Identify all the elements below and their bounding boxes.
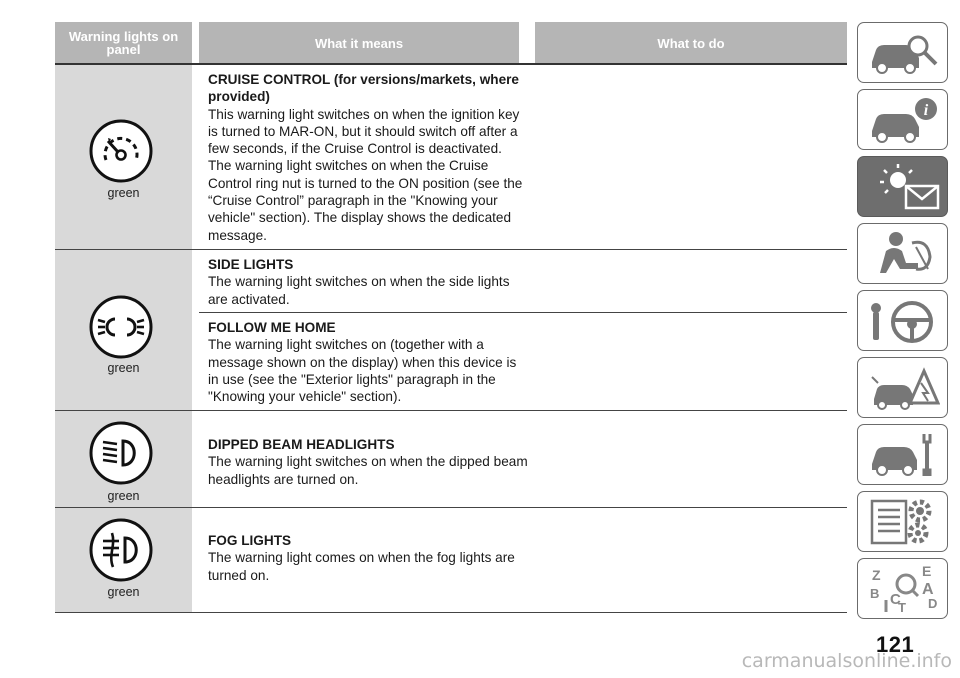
- description-cell: [208, 532, 528, 584]
- index-letter: A: [922, 581, 934, 598]
- tab-warning-lights[interactable]: [857, 156, 948, 217]
- table-header: [55, 22, 847, 64]
- technical-data-gears-icon: [868, 497, 940, 547]
- warning-light-envelope-icon: [868, 162, 940, 212]
- entry-title: FOLLOW ME HOME: [208, 320, 336, 335]
- fog-lights-icon: [88, 517, 154, 583]
- entry-title: DIPPED BEAM HEADLIGHTS: [208, 437, 395, 452]
- entry-text: This warning light switches on when the ignition key is turned to MAR-ON, but it should switch off after a few seconds, if the Cruise Control is deactivated. The warning light switches on when the Cruise Control ring nut is turned to the ON position (see the “Cruise Control” paragraph in the "Knowing your vehicle" section). The display shows the dedicated message.: [208, 106, 523, 243]
- row-divider: [55, 249, 847, 250]
- car-crash-warning-icon: [868, 363, 940, 413]
- header-warning-lights: Warning lights on panel: [55, 22, 192, 64]
- light-color-label: green: [107, 489, 140, 503]
- car-service-tools-icon: [868, 430, 940, 480]
- page-number: 121: [876, 632, 915, 657]
- light-color-label: green: [107, 186, 140, 200]
- index-letter: T: [898, 600, 906, 614]
- airbag-passenger-icon: [868, 229, 940, 279]
- header-what-it-means: What it means: [199, 22, 519, 64]
- index-letter: D: [928, 596, 938, 611]
- tab-safety[interactable]: [857, 223, 948, 284]
- tab-car-info[interactable]: [857, 89, 948, 150]
- entry-title: SIDE LIGHTS: [208, 257, 294, 272]
- entry-title: CRUISE CONTROL (for versions/markets, where provided): [208, 72, 519, 105]
- index-letter: Z: [872, 567, 881, 583]
- cruise-control-icon: [88, 118, 154, 184]
- entry-text: The warning light comes on when the fog lights are turned on.: [208, 550, 515, 583]
- watermark: carmanualsonline.info: [741, 650, 952, 672]
- light-color-label: green: [107, 585, 140, 599]
- side-lights-icon: [88, 294, 154, 360]
- entry-text: The warning light switches on when the side lights are activated.: [208, 274, 510, 307]
- key-steering-wheel-icon: [868, 296, 940, 346]
- row-divider: [55, 612, 847, 613]
- car-info-icon: [868, 95, 940, 145]
- tab-index[interactable]: [857, 558, 948, 619]
- index-letter: B: [870, 586, 880, 601]
- header-what-to-do: What to do: [535, 22, 847, 64]
- index-letter: E: [922, 564, 932, 579]
- row-divider: [55, 410, 847, 411]
- row-divider: [199, 312, 847, 313]
- entry-text: The warning light switches on (together with a message shown on the display) when this device is in use (see the "Exterior lights" paragraph in the "Knowing your vehicle" section).: [208, 337, 517, 405]
- light-color-label: green: [107, 361, 140, 375]
- description-cell: [208, 71, 528, 244]
- tab-technical-data[interactable]: [857, 491, 948, 552]
- entry-title: FOG LIGHTS: [208, 533, 292, 548]
- description-cell: [208, 436, 528, 488]
- index-letter: C: [890, 591, 901, 608]
- svg-text:i: i: [923, 102, 929, 119]
- row-divider: [55, 507, 847, 508]
- tab-servicing[interactable]: [857, 424, 948, 485]
- tab-starting-driving[interactable]: [857, 290, 948, 351]
- description-cell: [208, 256, 528, 308]
- tab-emergency[interactable]: [857, 357, 948, 418]
- tab-car-search[interactable]: [857, 22, 948, 83]
- car-search-icon: [868, 28, 940, 78]
- description-cell: [208, 319, 528, 405]
- dipped-beam-icon: [88, 420, 154, 486]
- alphabetical-index-icon: [868, 564, 940, 614]
- entry-text: The warning light switches on when the dipped beam headlights are turned on.: [208, 454, 528, 487]
